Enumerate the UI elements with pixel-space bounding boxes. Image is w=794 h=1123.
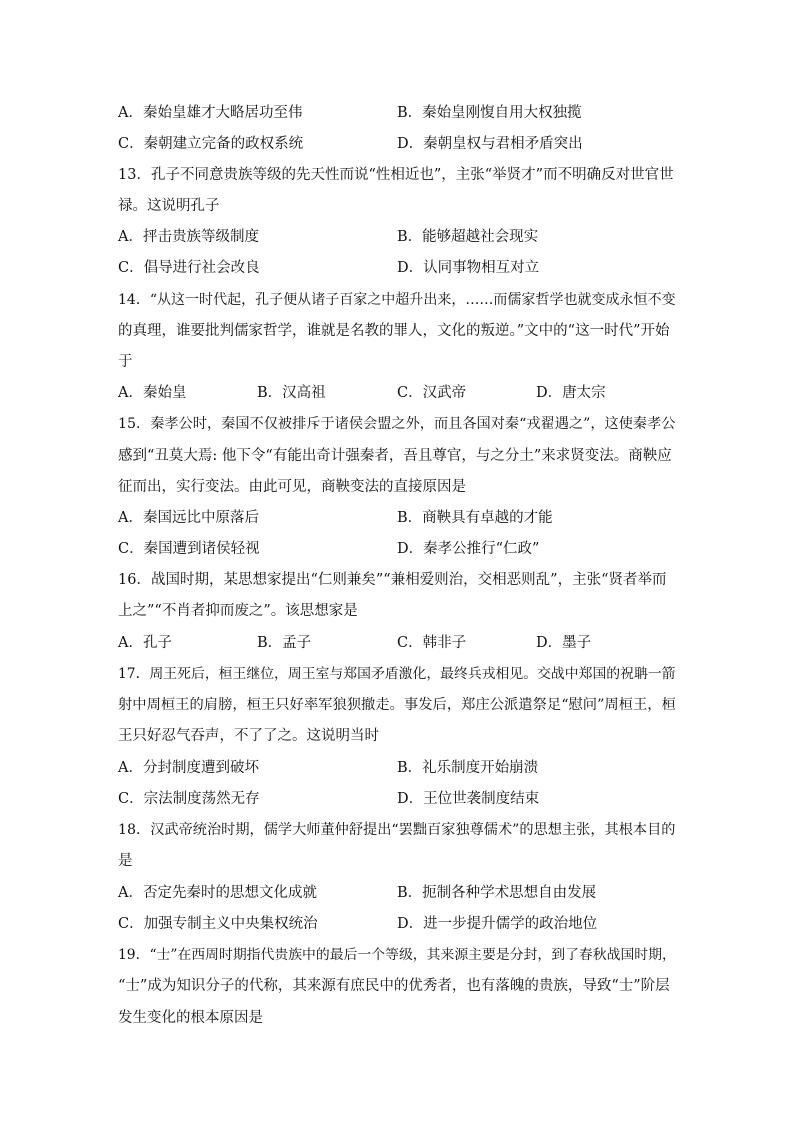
q19-stem-line-3: 发生变化的根本原因是 (118, 1010, 263, 1026)
q17-option-b: B．礼乐制度开始崩溃 (397, 760, 539, 776)
q15-stem-line-2: 感到“丑莫大焉: 他下令“有能出奇计强秦者，吾且尊官，与之分土”来求贤变法。商鞅应 (118, 448, 672, 464)
q15-option-c: C．秦国遭到诸侯轻视 (118, 541, 260, 557)
q16-option-c: C．韩非子 (397, 635, 467, 651)
q12-option-a: A．秦始皇雄才大略居功至伟 (118, 105, 303, 121)
q13-stem-line-1: 13．孔子不同意贵族等级的先天性而说“性相近也”，主张“举贤才”而不明确反对世官世 (118, 167, 674, 183)
q14-option-d: D．唐太宗 (536, 385, 606, 401)
q16-option-b: B．孟子 (257, 635, 312, 651)
q13-option-a: A．抨击贵族等级制度 (118, 229, 259, 245)
q17-stem-line-2: 射中周桓王的肩膀，桓王只好率军狼狈撤走。事发后，郑庄公派遣祭足“慰问”周桓王，桓 (118, 697, 676, 713)
q17-option-d: D．王位世袭制度结束 (397, 791, 540, 807)
q15-stem-line-1: 15．秦孝公时，秦国不仅被排斥于诸侯会盟之外，而且各国对秦“戎翟遇之”，这使秦孝公 (118, 416, 676, 432)
q13-stem-line-2: 禄。这说明孔子 (118, 198, 220, 214)
q14-option-c: C．汉武帝 (397, 385, 467, 401)
q14-stem-line-3: 于 (118, 354, 133, 370)
q15-stem-line-3: 征而出，实行变法。由此可见，商鞅变法的直接原因是 (118, 479, 466, 495)
q14-stem-line-1: 14．“从这一时代起，孔子便从诸子百家之中超升出来，……而儒家哲学也就变成永恒不变 (118, 292, 676, 308)
q16-option-d: D．墨子 (536, 635, 592, 651)
q17-option-a: A．分封制度遭到破坏 (118, 760, 259, 776)
q18-option-b: B．扼制各种学术思想自由发展 (397, 885, 597, 901)
q12-option-c: C．秦朝建立完备的政权系统 (118, 136, 304, 152)
q15-option-d: D．秦孝公推行“仁政” (397, 541, 540, 557)
q16-stem-line-2: 上之”“不肖者抑而废之”。该思想家是 (118, 603, 358, 619)
q16-option-a: A．孔子 (118, 635, 172, 651)
q13-option-c: C．倡导进行社会改良 (118, 260, 260, 276)
q14-option-b: B．汉高祖 (257, 385, 326, 401)
q14-stem-line-2: 的真理，谁要批判儒家哲学，谁就是名教的罪人，文化的叛逆。”文中的“这一时代”开始 (118, 323, 670, 339)
q13-option-d: D．认同事物相互对立 (397, 260, 540, 276)
q17-stem-line-1: 17．周王死后，桓王继位，周王室与郑国矛盾激化，最终兵戎相见。交战中郑国的祝聃一箭 (118, 666, 676, 682)
q17-option-c: C．宗法制度荡然无存 (118, 791, 260, 807)
q19-stem-line-2: “士”成为知识分子的代称，其来源有庶民中的优秀者，也有落魄的贵族，导致“士”阶层 (118, 978, 670, 994)
q15-option-b: B．商鞅具有卓越的才能 (397, 510, 553, 526)
q19-stem-line-1: 19．“士”在西周时期指代贵族中的最后一个等级，其来源主要是分封，到了春秋战国时期， (118, 947, 676, 963)
q12-option-b: B．秦始皇刚愎自用大权独揽 (397, 105, 582, 121)
q12-option-d: D．秦朝皇权与君相矛盾突出 (397, 136, 583, 152)
q13-option-b: B．能够超越社会现实 (397, 229, 539, 245)
q17-stem-line-3: 王只好忍气吞声，不了了之。这说明当时 (118, 728, 379, 744)
q18-stem-line-1: 18．汉武帝统治时期，儒学大师董仲舒提出“罢黜百家独尊儒术”的思想主张，其根本目的 (118, 822, 676, 838)
q14-option-a: A．秦始皇 (118, 385, 187, 401)
q18-option-a: A．否定先秦时的思想文化成就 (118, 885, 317, 901)
q18-option-d: D．进一步提升儒学的政治地位 (397, 916, 598, 932)
q16-stem-line-1: 16．战国时期，某思想家提出“仁则兼矣”“兼相爱则治，交相恶则乱”，主张“贤者举而 (118, 572, 667, 588)
q18-option-c: C．加强专制主义中央集权统治 (118, 916, 318, 932)
q15-option-a: A．秦国远比中原落后 (118, 510, 259, 526)
q18-stem-line-2: 是 (118, 853, 133, 869)
